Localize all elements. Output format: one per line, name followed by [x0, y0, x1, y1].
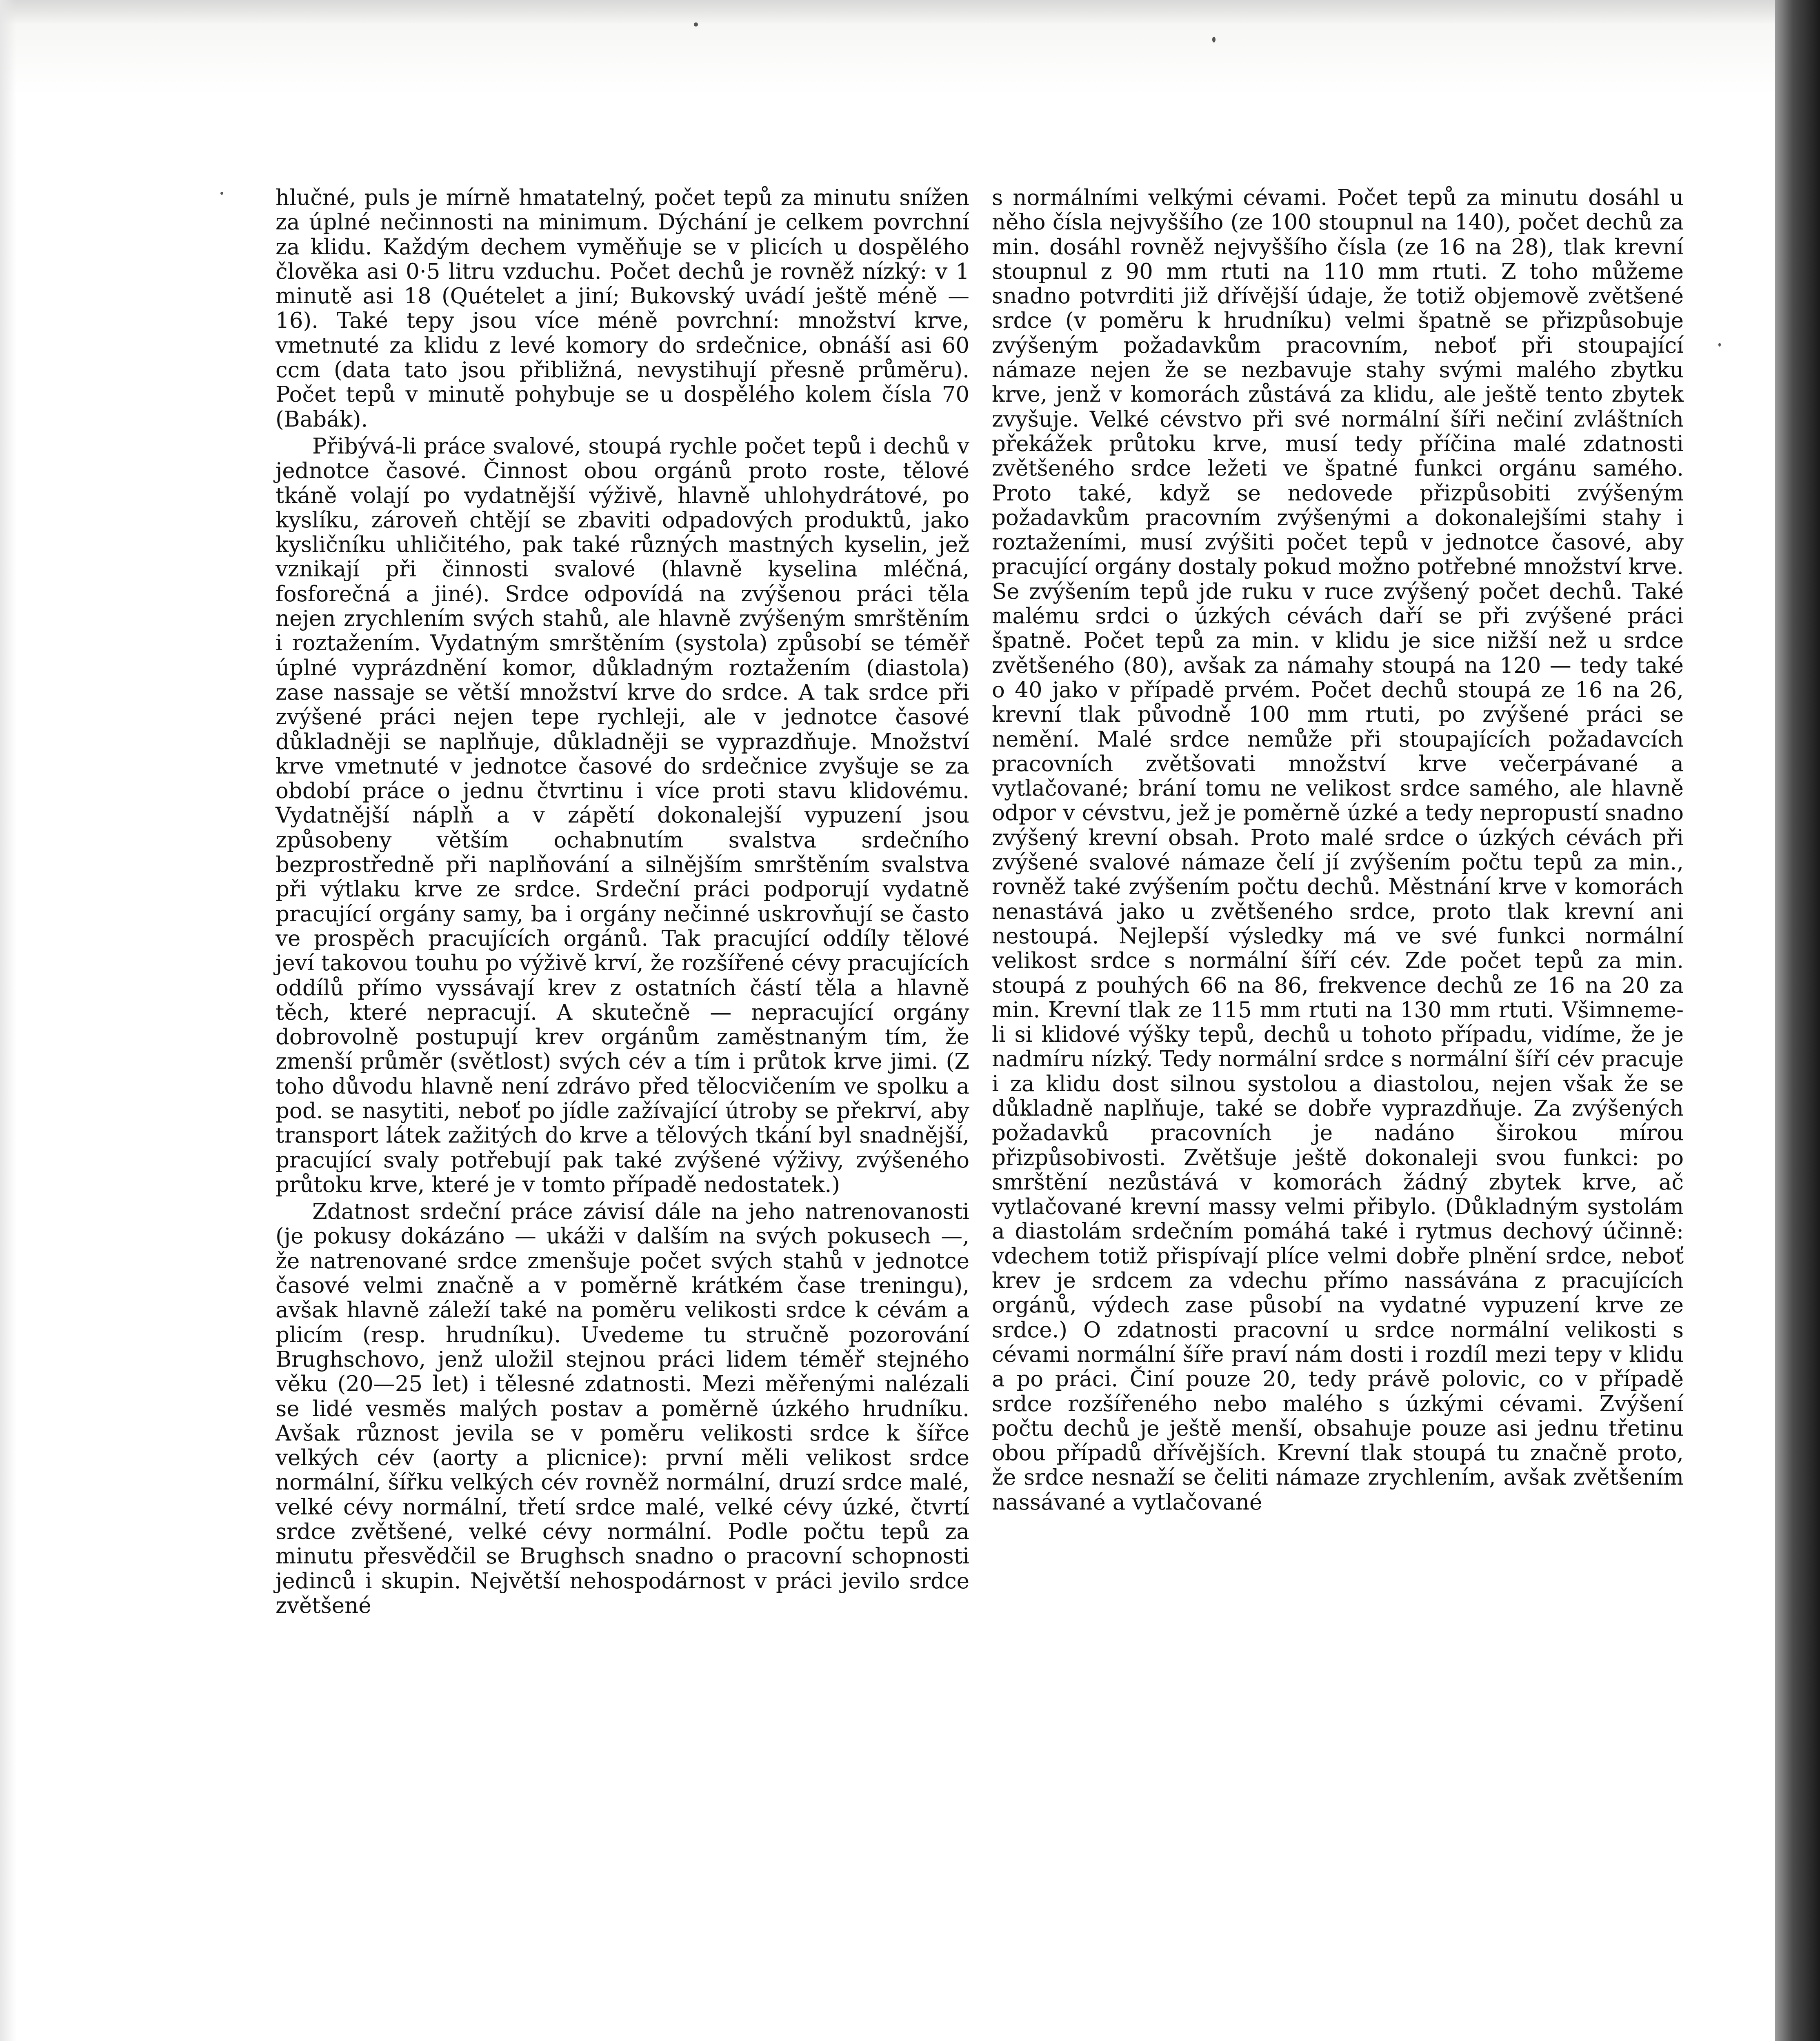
scan-speck — [694, 22, 698, 27]
left-text-column — [276, 186, 969, 1618]
scan-speck — [1718, 343, 1721, 347]
left-paragraph-2: Přibývá-li práce svalové, stoupá rychle počet tepů i dechů v jednotce časové. Činnost obou orgánů proto roste, tělové tkáně volají po vydatnější výživě, hlavně uhlohydrátové, po kyslíku, zároveň chtějí se zbaviti odpadových produktů, jako kysličníku uhličitého, pak také různých mastných kyselin, jež vznikají při činnosti svalové (hlavně kyselina mléčná, fosforečná a jiné). Srdce odpovídá na zvýšenou práci těla nejen zrychlením svých stahů, ale hlavně zvýšeným smrštěním i roztažením. Vydatným smrštěním (systola) způsobí se téměř úplné vyprázdnění komor, důkladným roztažením (diastola) zase nassaje se větší množství krve do srdce. A tak srdce při zvýšené práci nejen tepe rychleji, ale v jednotce časové důkladněji se naplňuje, důkladněji se vyprazdňuje. Množství krve vmetnuté v jednotce časové do srdečnice zvyšuje se za období práce o jednu čtvrtinu i více proti stavu klidovému. Vydatnější náplň a v zápětí dokonalejší vypuzení jsou způsobeny větším ochabnutím svalstva srdečního bezprostředně při naplňování a silnějším smrštěním svalstva při výtlaku krve ze srdce. Srdeční práci podporují vydatně pracující orgány samy, ba i orgány nečinné uskrovňují se často ve prospěch pracujících orgánů. Tak pracující oddíly tělové jeví takovou touhu po výživě krví, že rozšířené cévy pracujících oddílů přímo vyssávají krev z ostatních částí těla a hlavně těch, které nepracují. A skutečně — nepracující orgány dobrovolně postupují krev orgánům zaměstnaným tím, že zmenší průměr (světlost) svých cév a tím i průtok krve jimi. (Z toho důvodu hlavně není zdrávo před tělocvičením ve spolku a pod. se nasytiti, neboť po jídle zažívající útroby se překrví, aby transport látek zažitých do krve a tělových tkání byl snadnější, pracující svaly potřebují pak také zvýšené výživy, zvýšeného průtoku krve, které je v tomto případě nedostatek.) — [276, 434, 969, 1197]
scan-shadow-left — [0, 0, 16, 2041]
scan-shadow-top — [0, 0, 1820, 24]
scan-speck — [220, 192, 223, 195]
scan-speck — [1212, 37, 1216, 42]
left-paragraph-1: hlučné, puls je mírně hmatatelný, počet tepů za minutu snížen za úplné nečinnosti na minimum. Dýchání je celkem povrchní za klidu. Každým dechem vyměňuje se v plicích u dospělého člověka asi 0·5 litru vzduchu. Počet dechů je rovněž nízký: v 1 minutě asi 18 (Quételet a jiní; Bukovský uvádí ještě méně — 16). Také tepy jsou více méně povrchní: množství krve, vmetnuté za klidu z levé komory do srdečnice, obnáší asi 60 ccm (data tato jsou přibližná, nevystihují přesně průměru). Počet tepů v minutě pohybuje se u dospělého kolem čísla 70 (Babák). — [276, 185, 969, 432]
right-text-column — [992, 186, 1684, 1515]
right-paragraph-1: s normálními velkými cévami. Počet tepů za minutu dosáhl u něho čísla nejvyššího (ze 100 stoupnul na 140), počet dechů za min. dosáhl rovněž nejvyššího čísla (ze 16 na 28), tlak krevní stoupnul z 90 mm rtuti na 110 mm rtuti. Z toho můžeme snadno potvrditi již dřívější údaje, že totiž objemově zvětšené srdce (v poměru k hrudníku) velmi špatně se přizpůsobuje zvýšeným požadavkům pracovním, neboť při stoupající námaze nejen že se nezbavuje stahy svými malého zbytku krve, jenž v komorách zůstává za klidu, ale ještě tento zbytek zvyšuje. Velké cévstvo při své normální šíři nečiní zvláštních překážek průtoku krve, musí tedy příčina malé zdatnosti zvětšeného srdce ležeti ve špatné funkci orgánu samého. Proto také, když se nedovede přizpůsobiti zvýšeným požadavkům pracovním zvýšenými a dokonalejšími stahy i roztaženími, musí zvýšiti počet tepů v jednotce časové, aby pracující orgány dostaly pokud možno potřebné množství krve. Se zvýšením tepů jde ruku v ruce zvýšený počet dechů. Také malému srdci o úzkých cévách daří se při zvýšené práci špatně. Počet tepů za min. v klidu je sice nižší než u srdce zvětšeného (80), avšak za námahy stoupá na 120 — tedy také o 40 jako v případě prvém. Počet dechů stoupá ze 16 na 26, krevní tlak původně 100 mm rtuti, po zvýšené práci se nemění. Malé srdce nemůže při stoupajících požadavcích pracovních zvětšovati množství krve večerpávané a vytlačované; brání tomu ne velikost srdce samého, ale hlavně odpor v cévstvu, jež je poměrně úzké a tedy nepropustí snadno zvýšený krevní obsah. Proto malé srdce o úzkých cévách při zvýšené svalové námaze čelí jí zvýšením počtu tepů za min., rovněž také zvýšením počtu dechů. Městnání krve v komorách nenastává jako u zvětšeného srdce, proto tlak krevní ani nestoupá. Nejlepší výsledky má ve své funkci normální velikost srdce s normální šíří cév. Zde počet tepů za min. stoupá z pouhých 66 na 86, frekvence dechů ze 16 na 20 za min. Krevní tlak ze 115 mm rtuti na 130 mm rtuti. Všimneme-li si klidové výšky tepů, dechů u tohoto případu, vidíme, že je nadmíru nízký. Tedy normální srdce s normální šíří cév pracuje i za klidu dost silnou systolou a diastolou, nejen však že se důkladně naplňuje, také se dobře vyprazdňuje. Za zvýšených požadavků pracovních je nadáno širokou mírou přizpůsobivosti. Zvětšuje ještě dokonaleji svou funkci: po smrštění nezůstává v komorách žádný zbytek krve, ač vytlačované krevní massy velmi přibylo. (Důkladným systolám a diastolám srdečním pomáhá také i rytmus dechový účinně: vdechem totiž přispívají plíce velmi dobře plnění srdce, neboť krev je srdcem za vdechu přímo nassávána z pracujících orgánů, výdech zase působí na vydatné vypuzení krve ze srdce.) O zdatnosti pracovní u srdce normální velikosti s cévami normální šíře praví nám dosti i rozdíl mezi tepy v klidu a po práci. Činí pouze 20, tedy právě polovic, co v případě srdce rozšířeného nebo malého s úzkými cévami. Zvýšení počtu dechů je ještě menší, obsahuje pouze asi jednu třetinu obou případů dřívějších. Krevní tlak stoupá tu značně proto, že srdce nesnaží se čeliti námaze zrychlením, avšak zvětšením nassávané a vytlačované — [992, 185, 1684, 1515]
scan-shadow-right — [1775, 0, 1820, 2041]
left-paragraph-3: Zdatnost srdeční práce závisí dále na jeho natrenovanosti (je pokusy dokázáno — ukáži v dalším na svých pokusech —, že natrenované srdce zmenšuje počet svých stahů v jednotce časové velmi značně a v poměrně krátkém čase treningu), avšak hlavně záleží také na poměru velikosti srdce k cévám a plicím (resp. hrudníku). Uvedeme tu stručně pozorování Brughschovo, jenž uložil stejnou práci lidem téměř stejného věku (20—25 let) i tělesné zdatnosti. Mezi měřenými nalézali se lidé vesměs malých postav a poměrně úzkého hrudníku. Avšak různost jevila se v poměru velikosti srdce k šířce velkých cév (aorty a plicnice): první měli velikost srdce normální, šířku velkých cév rovněž normální, druzí srdce malé, velké cévy normální, třetí srdce malé, velké cévy úzké, čtvrtí srdce zvětšené, velké cévy normální. Podle počtu tepů za minutu přesvědčil se Brughsch snadno o pracovní schopnosti jedinců i skupin. Největší nehospodárnost v práci jevilo srdce zvětšené — [276, 1199, 969, 1618]
